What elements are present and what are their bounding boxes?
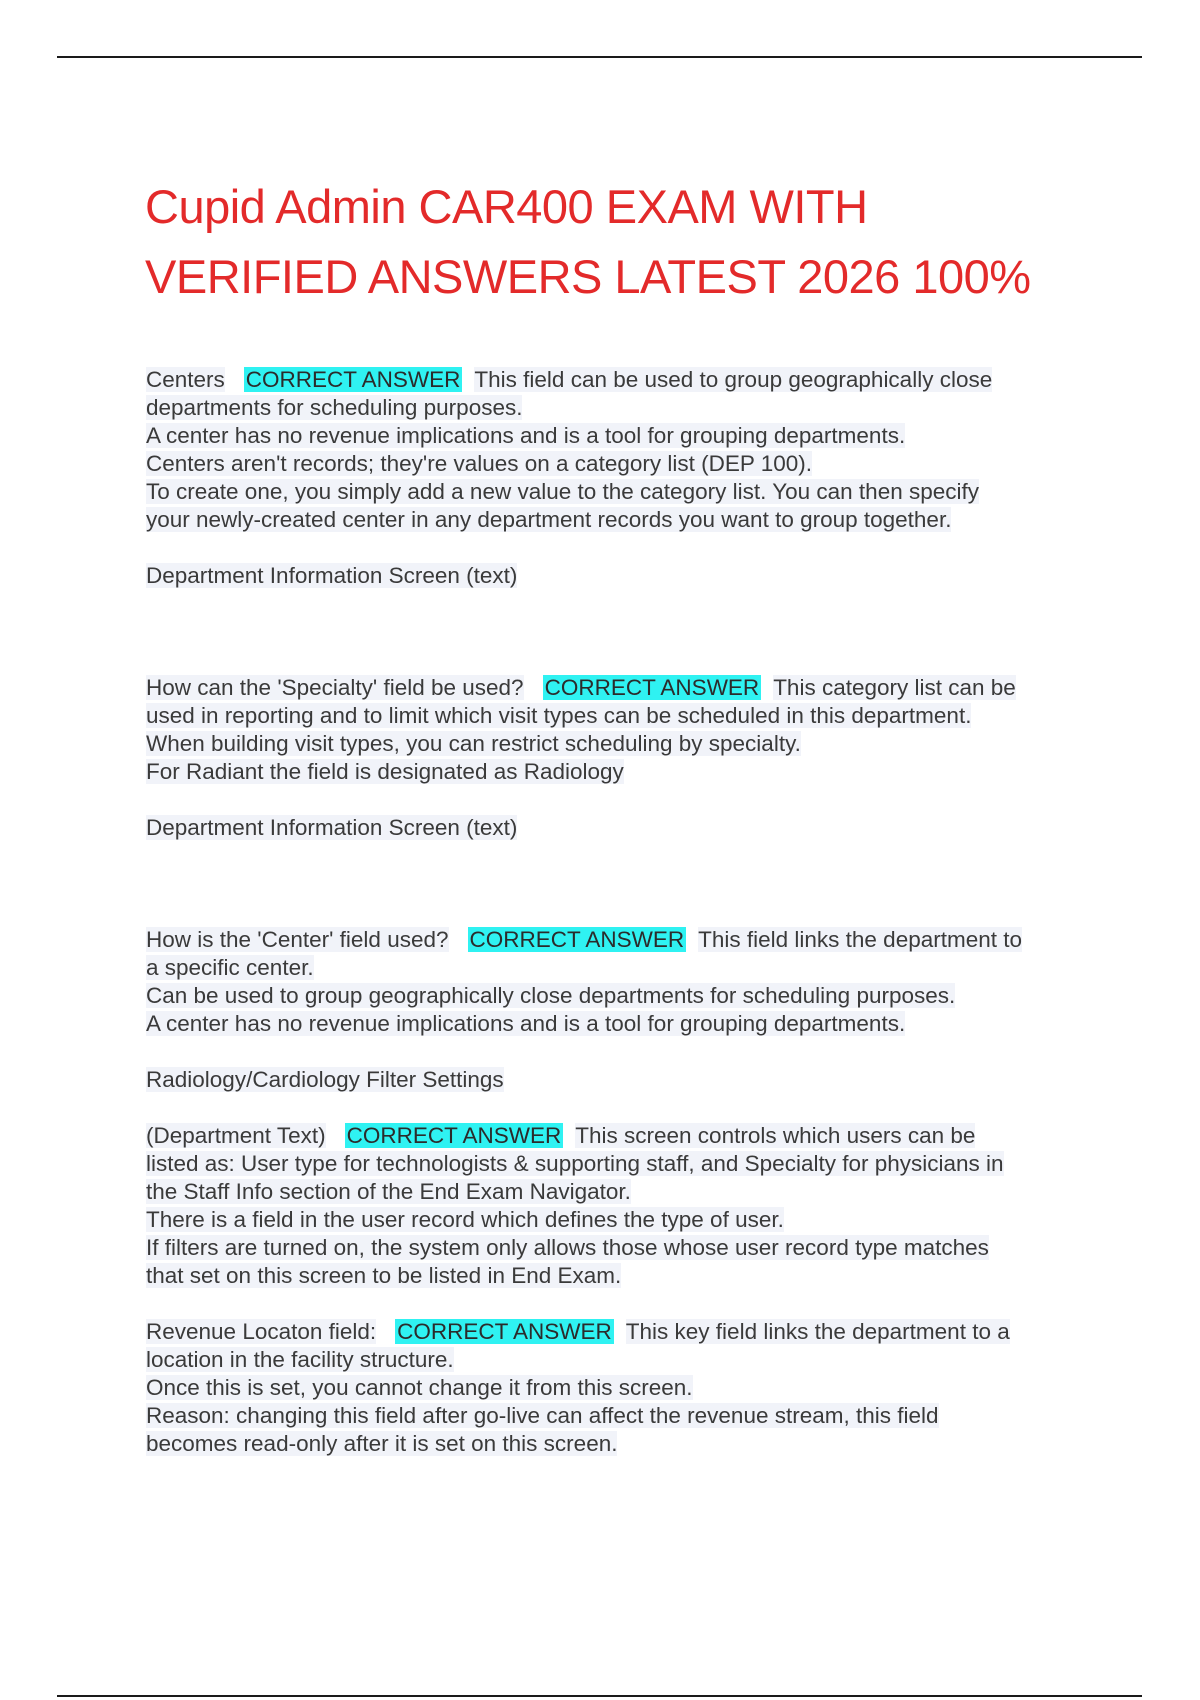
answer-line [146, 422, 1106, 450]
correct-answer-label: CORRECT ANSWER [544, 675, 760, 700]
qa-entry [146, 1122, 1106, 1318]
question-text: Centers [146, 367, 225, 392]
section-note [146, 814, 1106, 842]
question-line [146, 366, 1106, 394]
answer-text: There is a field in the user record which defines the type of user. [146, 1207, 784, 1232]
answer-line [146, 758, 1106, 786]
section-note [146, 562, 1106, 590]
document-body [146, 366, 1106, 1458]
answer-text: To create one, you simply add a new value to the category list. You can then specify [146, 479, 980, 504]
section-note [146, 1066, 1106, 1094]
title-line-2: VERIFIED ANSWERS LATEST 2026 100% [145, 250, 1031, 303]
answer-line [146, 702, 1106, 730]
answer-line [146, 1150, 1106, 1178]
answer-text: Centers aren't records; they're values on a category list (DEP 100). [146, 451, 812, 476]
question-line [146, 674, 1106, 702]
answer-text: used in reporting and to limit which visit types can be scheduled in this department. [146, 703, 972, 728]
answer-text: location in the facility structure. [146, 1347, 454, 1372]
answer-text: becomes read-only after it is set on this screen. [146, 1431, 618, 1456]
answer-text: Can be used to group geographically close departments for scheduling purposes. [146, 983, 956, 1008]
answer-text: This field links the department to [698, 927, 1023, 952]
answer-text: A center has no revenue implications and is a tool for grouping departments. [146, 423, 906, 448]
question-text: How is the 'Center' field used? [146, 927, 449, 952]
correct-answer-label: CORRECT ANSWER [397, 1319, 612, 1344]
answer-line [146, 1430, 1106, 1458]
answer-line [146, 1010, 1106, 1038]
answer-line [146, 1262, 1106, 1290]
answer-line [146, 1234, 1106, 1262]
note-text: Department Information Screen (text) [146, 563, 518, 588]
qa-entry [146, 926, 1106, 1122]
answer-text: This category list can be [773, 675, 1016, 700]
qa-entry [146, 674, 1106, 926]
answer-text: the Staff Info section of the End Exam Navigator. [146, 1179, 631, 1204]
question-text: (Department Text) [146, 1123, 326, 1148]
answer-text: This key field links the department to a [625, 1319, 1010, 1344]
answer-text: listed as: User type for technologists & supporting staff, and Specialty for physicians in [146, 1151, 1004, 1176]
answer-text: When building visit types, you can restrict scheduling by specialty. [146, 731, 801, 756]
answer-text: Reason: changing this field after go-live can affect the revenue stream, this field [146, 1403, 939, 1428]
answer-line [146, 1374, 1106, 1402]
answer-line [146, 450, 1106, 478]
answer-line [146, 478, 1106, 506]
question-text: Revenue Locaton field: [146, 1319, 377, 1344]
correct-answer-label: CORRECT ANSWER [346, 1123, 562, 1148]
answer-text: If filters are turned on, the system only allows those whose user record type matches [146, 1235, 989, 1260]
answer-line [146, 1178, 1106, 1206]
correct-answer-label: CORRECT ANSWER [469, 927, 685, 952]
question-text: How can the 'Specialty' field be used? [146, 675, 524, 700]
question-line [146, 926, 1106, 954]
answer-line [146, 1346, 1106, 1374]
correct-answer-label: CORRECT ANSWER [245, 367, 461, 392]
answer-text: Once this is set, you cannot change it from this screen. [146, 1375, 693, 1400]
answer-text: This field can be used to group geographically close [474, 367, 993, 392]
note-text: Radiology/Cardiology Filter Settings [146, 1067, 504, 1092]
qa-entry [146, 1318, 1106, 1458]
note-text: Department Information Screen (text) [146, 815, 518, 840]
answer-line [146, 982, 1106, 1010]
page-bottom-rule [57, 1695, 1142, 1697]
answer-line [146, 1402, 1106, 1430]
answer-text: A center has no revenue implications and is a tool for grouping departments. [146, 1011, 906, 1036]
answer-line [146, 954, 1106, 982]
question-line [146, 1122, 1106, 1150]
answer-text: departments for scheduling purposes. [146, 395, 523, 420]
document-title [145, 172, 1085, 312]
answer-line [146, 730, 1106, 758]
page-top-rule [57, 56, 1142, 58]
answer-line [146, 506, 1106, 534]
answer-text: This screen controls which users can be [575, 1123, 976, 1148]
answer-text: that set on this screen to be listed in End Exam. [146, 1263, 622, 1288]
answer-text: your newly-created center in any department records you want to group together. [146, 507, 952, 532]
qa-entry [146, 366, 1106, 674]
title-line-1: Cupid Admin CAR400 EXAM WITH [145, 180, 868, 233]
answer-text: For Radiant the field is designated as Radiology [146, 759, 624, 784]
answer-text: a specific center. [146, 955, 314, 980]
question-line [146, 1318, 1106, 1346]
answer-line [146, 394, 1106, 422]
answer-line [146, 1206, 1106, 1234]
